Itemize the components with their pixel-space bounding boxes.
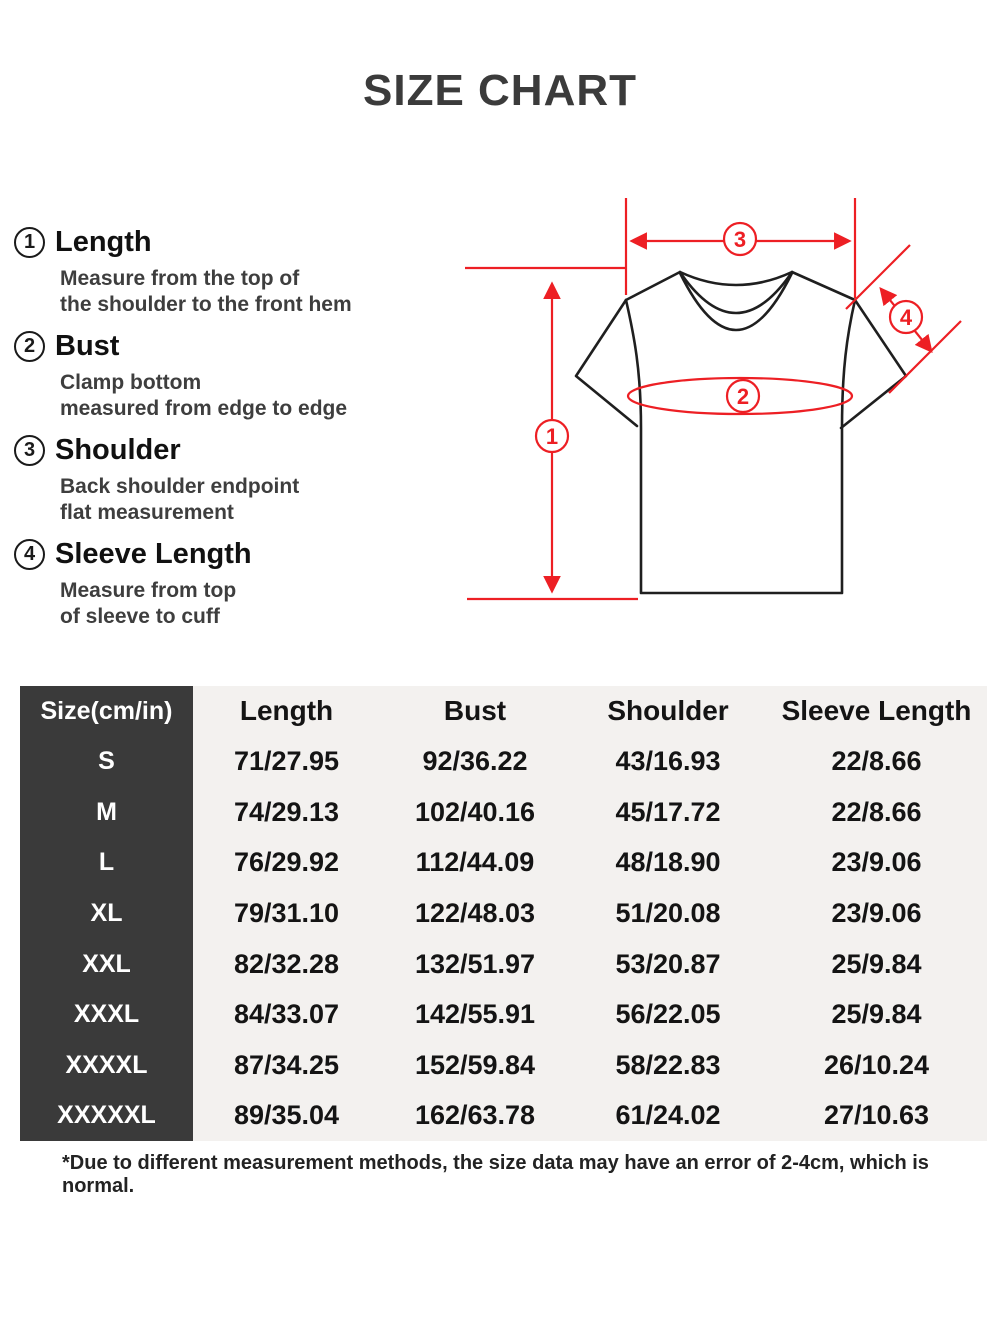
measurement-value: 87/34.25: [233, 1049, 340, 1080]
size-label: XXXXL: [20, 1040, 193, 1091]
instruction-title: Bust: [55, 329, 120, 362]
column-header: Sleeve Length: [781, 695, 972, 727]
circled-number-4-icon: 4: [14, 539, 45, 570]
measurement-annotations: [465, 198, 961, 599]
instruction-heading: [14, 536, 444, 572]
measurement-value: 56/22.05: [615, 999, 721, 1030]
column-header: Length: [239, 695, 334, 727]
marker-4-label: 4: [899, 304, 913, 330]
measurement-value: 22/8.66: [831, 746, 922, 777]
measurement-value: 152/59.84: [414, 1049, 536, 1080]
measurement-value: 25/9.84: [831, 999, 922, 1030]
measurement-value: 162/63.78: [414, 1100, 536, 1131]
instruction-description: [60, 370, 444, 422]
column-header: Shoulder: [607, 695, 729, 727]
measurement-value: 89/35.04: [233, 1100, 340, 1131]
left-sleeve: [576, 300, 637, 426]
measurement-value: 74/29.13: [233, 796, 340, 827]
measurement-value: 27/10.63: [823, 1100, 930, 1131]
instruction-title: Shoulder: [55, 433, 181, 466]
measurement-value: 25/9.84: [831, 948, 922, 979]
instruction-sleeve-length: [14, 536, 444, 630]
measurement-value: 82/32.28: [233, 948, 340, 979]
measurement-value: 92/36.22: [422, 746, 528, 777]
tshirt-measurement-diagram: [440, 185, 1000, 665]
circled-number-2-icon: 2: [14, 331, 45, 362]
description-line: flat measurement: [60, 501, 234, 524]
measurement-value: 22/8.66: [831, 796, 922, 827]
tshirt-outline: [576, 272, 906, 593]
instruction-title: Length: [55, 225, 152, 258]
size-label: XXL: [20, 939, 193, 990]
measurement-value: 79/31.10: [233, 897, 340, 928]
description-line: Back shoulder endpoint: [60, 475, 300, 498]
measurement-value: 23/9.06: [831, 897, 922, 928]
collar-top-edge: [680, 272, 792, 285]
body: [626, 300, 855, 593]
size-column-header: Size(cm/in): [20, 686, 193, 737]
circled-number-1-icon: 1: [14, 227, 45, 258]
circled-number-3-icon: 3: [14, 435, 45, 466]
instruction-bust: [14, 328, 444, 422]
size-label: XXXXXL: [20, 1090, 193, 1141]
measurement-value: 76/29.92: [233, 847, 340, 878]
description-line: Clamp bottom: [60, 371, 202, 394]
instruction-title: Sleeve Length: [55, 537, 252, 570]
size-label: L: [20, 838, 193, 889]
instruction-description: [60, 578, 444, 630]
size-label: M: [20, 787, 193, 838]
description-line: Measure from the top of: [60, 267, 300, 290]
column-header: Bust: [443, 695, 507, 727]
size-table: [20, 686, 987, 1141]
measurement-value: 61/24.02: [615, 1100, 721, 1131]
marker-1-label: 1: [545, 423, 559, 449]
measurement-value: 23/9.06: [831, 847, 922, 878]
left-shoulder-seam: [626, 272, 680, 300]
measurement-value: 142/55.91: [414, 999, 536, 1030]
description-line: Measure from top: [60, 579, 237, 602]
measurement-instructions: [14, 224, 444, 640]
diagram-markers: [536, 223, 922, 452]
measurement-value: 132/51.97: [414, 948, 536, 979]
page-title: SIZE CHART: [363, 66, 637, 115]
instruction-length: [14, 224, 444, 318]
measurement-value: 51/20.08: [615, 897, 721, 928]
measurement-value: 122/48.03: [414, 897, 536, 928]
marker-3-label: 3: [733, 226, 747, 252]
description-line: measured from edge to edge: [60, 397, 348, 420]
measurement-value: 102/40.16: [414, 796, 536, 827]
instruction-description: [60, 474, 444, 526]
measurement-value: 26/10.24: [823, 1049, 930, 1080]
measurement-value: 45/17.72: [615, 796, 721, 827]
instruction-heading: [14, 224, 444, 260]
footnote: *Due to different measurement methods, the size data may have an error of 2-4cm, which is normal.: [62, 1152, 929, 1197]
description-line: of sleeve to cuff: [60, 605, 220, 628]
collar-band-inner: [682, 275, 790, 313]
size-label: S: [20, 737, 193, 788]
size-label: XXXL: [20, 989, 193, 1040]
marker-2-label: 2: [736, 383, 750, 409]
measurement-value: 71/27.95: [233, 746, 340, 777]
measurement-value: 43/16.93: [615, 746, 721, 777]
measurement-value: 112/44.09: [415, 847, 535, 878]
description-line: the shoulder to the front hem: [60, 293, 352, 316]
measurement-value: 84/33.07: [233, 999, 340, 1030]
right-shoulder-seam: [792, 272, 855, 300]
size-label: XL: [20, 888, 193, 939]
measurement-value: 48/18.90: [615, 847, 721, 878]
measurement-value: 53/20.87: [615, 948, 721, 979]
collar-band-outer: [680, 273, 792, 330]
instruction-heading: [14, 432, 444, 468]
instruction-description: [60, 266, 444, 318]
instruction-heading: [14, 328, 444, 364]
instruction-shoulder: [14, 432, 444, 526]
measurement-value: 58/22.83: [615, 1049, 721, 1080]
